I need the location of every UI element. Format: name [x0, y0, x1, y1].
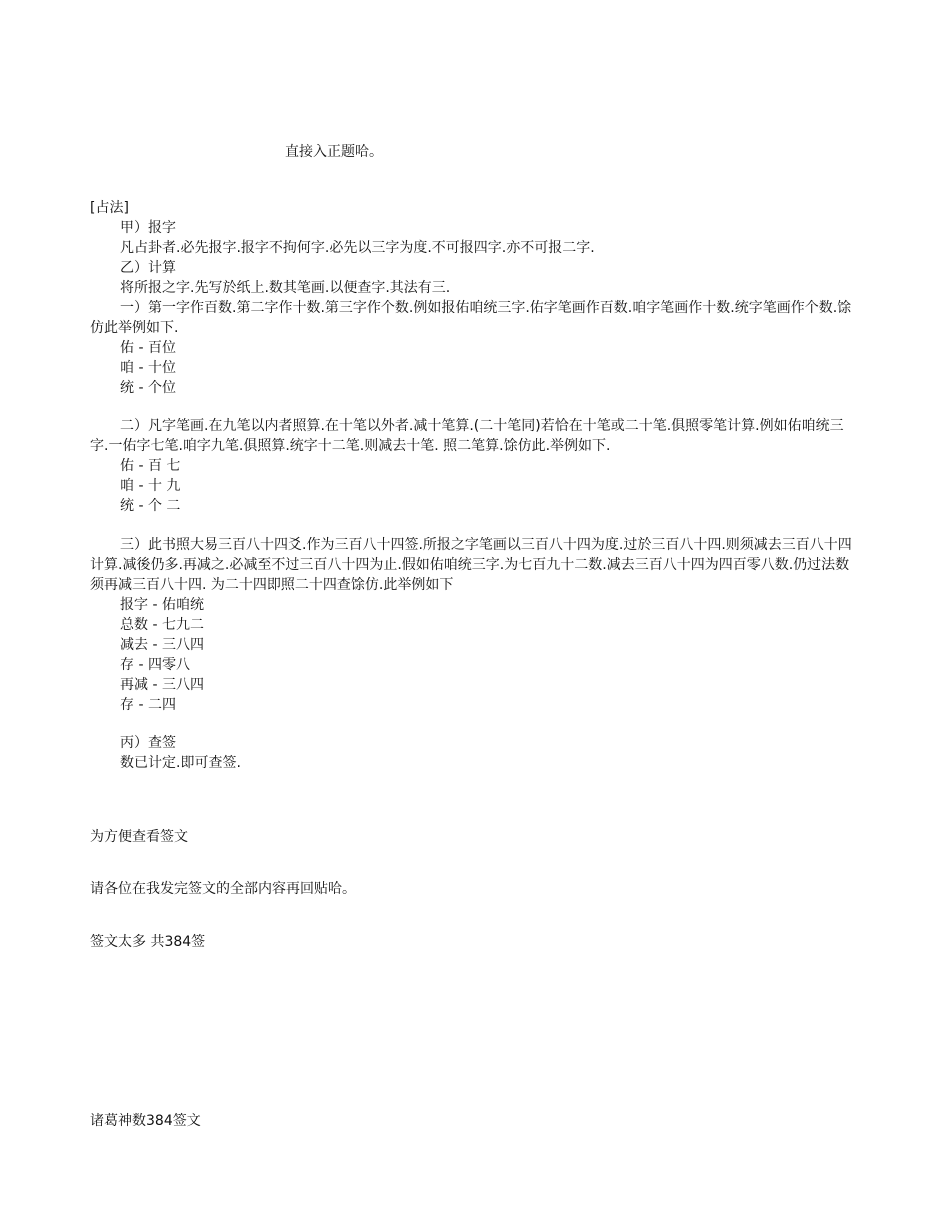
method3-row: 报字 - 佑咱统 [120, 597, 204, 613]
method1-row: 佑 - 百位 [120, 340, 176, 356]
yi-body: 将所报之字.先写於纸上.数其笔画.以便查字.其法有三. [120, 280, 451, 296]
method1-text [90, 298, 860, 338]
bing-heading: 丙）查签 [120, 735, 176, 751]
bing-body: 数已计定.即可查签. [120, 755, 241, 771]
method1-row: 咱 - 十位 [120, 360, 176, 376]
yi-heading: 乙）计算 [120, 260, 176, 276]
footer-title: 诸葛神数384签文 [90, 1113, 201, 1129]
method3-row: 总数 - 七九二 [120, 617, 204, 633]
method2-text [90, 416, 860, 456]
jia-heading: 甲）报字 [120, 220, 176, 236]
method2-row: 佑 - 百 七 [120, 458, 181, 474]
method3-row: 存 - 四零八 [120, 657, 190, 673]
note-view-sign: 为方便查看签文 [90, 829, 188, 845]
method3-text [90, 535, 860, 595]
method3-row: 再减 - 三八四 [120, 677, 204, 693]
section-title: [占法] [90, 200, 129, 216]
method3-row: 减去 - 三八四 [120, 637, 204, 653]
note-reply-request: 请各位在我发完签文的全部内容再回贴哈。 [90, 881, 356, 897]
method2-row: 统 - 个 二 [120, 498, 181, 514]
method1-row: 统 - 个位 [120, 380, 176, 396]
method2-paragraph: 二）凡字笔画.在九笔以内者照算.在十笔以外者.减十笔算.(二十笔同)若恰在十笔或二十笔.俱照零笔计算.例如佑咱统三字.一佑字七笔.咱字九笔.俱照算.统字十二笔.则减去十笔. 照二笔算.馀仿此.举例如下. [90, 418, 844, 454]
jia-body: 凡占卦者.必先报字.报字不拘何字.必先以三字为度.不可报四字.亦不可报二字. [120, 240, 595, 256]
method2-row: 咱 - 十 九 [120, 478, 181, 494]
method1-paragraph: 一）第一字作百数.第二字作十数.第三字作个数.例如报佑咱统三字.佑字笔画作百数.咱字笔画作十数.统字笔画作个数.馀仿此举例如下. [90, 300, 852, 336]
method3-paragraph: 三）此书照大易三百八十四爻.作为三百八十四签.所报之字笔画以三百八十四为度.过於三百八十四.则须减去三百八十四计算.减後仍多.再减之.必减至不过三百八十四为止.假如佑咱统三字.为七百九十二数.减去三百八十四为四百零八数.仍过法数须再减三百八十四. 为二十四即照二十四查馀仿.此举例如下 [90, 537, 852, 593]
intro-text: 直接入正题哈。 [285, 144, 383, 160]
note-sign-count: 签文太多 共384签 [90, 934, 206, 950]
method3-row: 存 - 二四 [120, 697, 176, 713]
